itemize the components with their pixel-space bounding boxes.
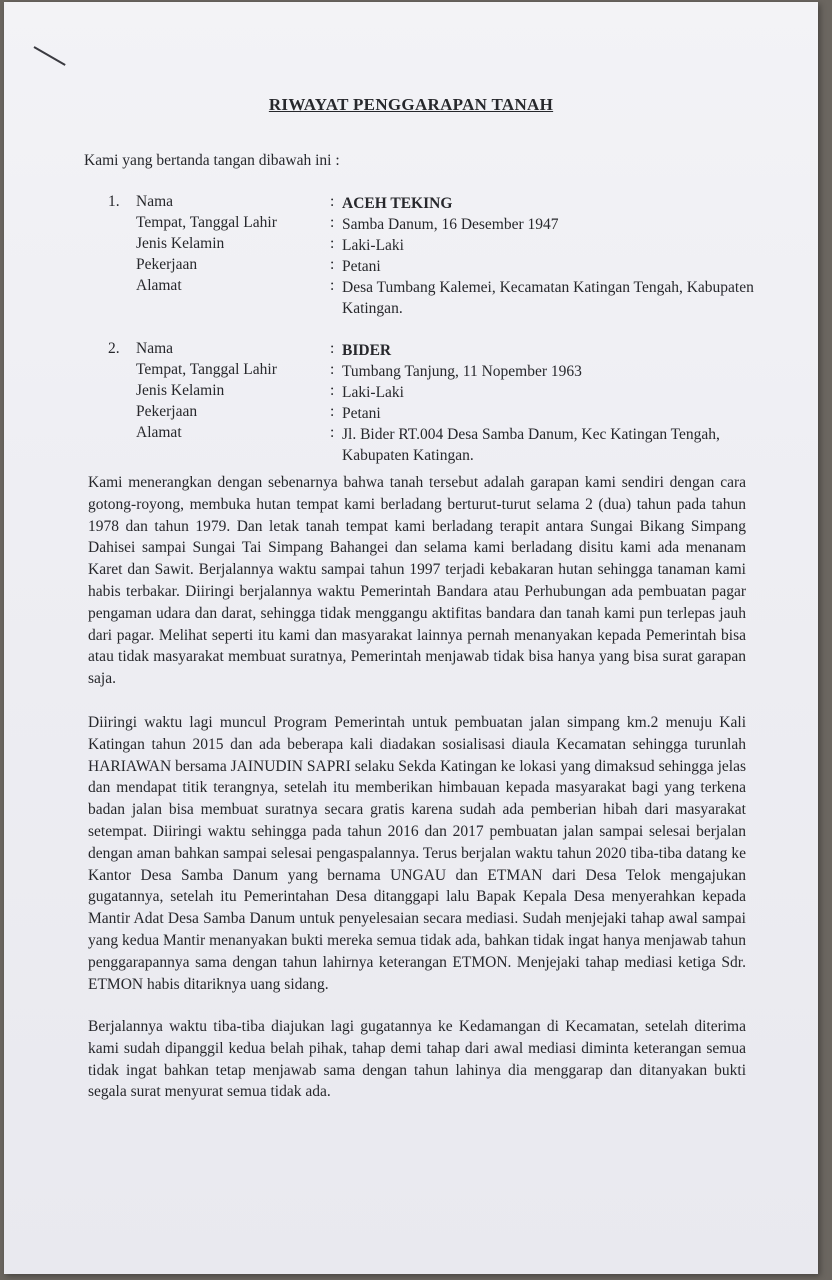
person-2-block <box>108 340 788 466</box>
person-2-job-row <box>108 403 788 424</box>
field-colon: : <box>330 361 335 378</box>
person-2-birth-row <box>108 361 788 382</box>
person-1-name-row <box>108 193 788 214</box>
field-value: Laki-Laki <box>342 237 404 254</box>
paragraph-1: Kami menerangkan dengan sebenarnya bahwa tanah tersebut adalah garapan kami sendiri dengan cara gotong-royong, membuka hutan tempat kami berladang berturut-turut selama 2 (dua) tahun pada tahun 1978 dan tahun 1979. Dan letak tanah tempat kami berladang terapit antara Sungai Bikang Simpang Dahisei sampai Sungai Tai Simpang Bahangei dan selama kami berladang disitu kami ada menanam Karet dan Sawit. Berjalannya waktu sampai tahun 1997 terjadi kebakaran hutan sehingga tanaman kami habis terbakar. Diiringi berjalannya waktu Pemerintah Bandara atau Perhubungan ada pembuatan pagar pengaman udara dan darat, sehingga tidak menggangu aktifitas bandara dan tanah kami pun terlepas jauh dari pagar. Melihat seperti itu kami dan masyarakat lainnya pernah menanyakan kepada Pemerintah bisa atau tidak masyarakat membuat suratnya, Pemerintah menjawab tidak bisa hanya yang bisa surat garapan saja. <box>88 474 746 688</box>
document-page <box>4 2 818 1274</box>
field-value: Jl. Bider RT.004 Desa Samba Danum, Kec Katingan Tengah, Kabupaten Katingan. <box>342 426 720 464</box>
field-value: Petani <box>342 258 381 275</box>
field-colon: : <box>330 193 335 210</box>
field-colon: : <box>330 214 335 231</box>
field-colon: : <box>330 382 335 399</box>
person-number: 1. <box>108 193 120 210</box>
field-label: Alamat <box>136 277 182 294</box>
field-label: Tempat, Tanggal Lahir <box>136 361 277 378</box>
person-2-name-row <box>108 340 788 361</box>
field-value: Tumbang Tanjung, 11 Nopember 1963 <box>342 363 582 380</box>
person-2-gender-row <box>108 382 788 403</box>
field-label: Jenis Kelamin <box>136 235 225 252</box>
field-label: Alamat <box>136 424 182 441</box>
field-colon: : <box>330 235 335 252</box>
field-value: Petani <box>342 405 381 422</box>
field-label: Tempat, Tanggal Lahir <box>136 214 277 231</box>
pen-mark <box>34 46 66 66</box>
field-value: Laki-Laki <box>342 384 404 401</box>
field-colon: : <box>330 403 335 420</box>
paragraph-2: Diiringi waktu lagi muncul Program Pemerintah untuk pembuatan jalan simpang km.2 menuju Kali Katingan tahun 2015 dan ada beberapa kali diadakan sosialisasi diaula Kecamatan sehingga turunlah HARIAWAN bersama JAINUDIN SAPRI selaku Sekda Katingan ke lokasi yang dimaksud sehingga jelas dan mendapat titik terangnya, setelah itu memberikan himbauan kepada masyarakat bagi yang terkena badan jalan bisa membuat suratnya secara gratis karena sudah ada pemberian hibah dari masyarakat setempat. Diiringi waktu sehingga pada tahun 2016 dan 2017 pembuatan jalan sampai selesai berjalan dengan aman bahkan sampai selesai pengaspalannya. Terus berjalan waktu tahun 2020 tiba-tiba datang ke Kantor Desa Samba Danum yang bernama UNGAU dan ETMAN dari Desa Telok mengajukan gugatannya, setelah itu Pemerintahan Desa ditanggapi lalu Bapak Kepala Desa menyerahkan kepada Mantir Adat Desa Samba Danum untuk penyelesaian secara mediasi. Sudah menjejaki tahap awal sampai yang kedua Mantir menanyakan bukti mereka semua tidak ada, bahkan tidak ingat hanya menjawab tahun penggarapannya sama dengan tahun lahirnya keterangan ETMON. Menjejaki tahap mediasi ketiga Sdr. ETMON habis ditariknya uang sidang. <box>88 714 746 993</box>
person-1-gender-row <box>108 235 788 256</box>
field-label: Pekerjaan <box>136 256 198 273</box>
field-value: Samba Danum, 16 Desember 1947 <box>342 216 559 233</box>
person-1-block <box>108 193 788 319</box>
person-2-address-row <box>108 424 788 466</box>
person-1-job-row <box>108 256 788 277</box>
person-2-name: BIDER <box>342 342 392 359</box>
field-colon: : <box>330 256 335 273</box>
field-label: Nama <box>136 340 174 357</box>
field-value: Desa Tumbang Kalemei, Kecamatan Katingan Tengah, Kabupaten Katingan. <box>342 279 754 317</box>
person-1-address-row <box>108 277 788 319</box>
person-1-birth-row <box>108 214 788 235</box>
person-number: 2. <box>108 340 120 357</box>
field-label: Jenis Kelamin <box>136 382 225 399</box>
person-1-name: ACEH TEKING <box>342 195 453 212</box>
field-label: Pekerjaan <box>136 403 198 420</box>
field-colon: : <box>330 277 335 294</box>
field-colon: : <box>330 424 335 441</box>
intro-text: Kami yang bertanda tangan dibawah ini : <box>84 152 340 169</box>
field-label: Nama <box>136 193 174 210</box>
document-title: RIWAYAT PENGGARAPAN TANAH <box>268 95 554 114</box>
field-colon: : <box>330 340 335 357</box>
paragraph-3: Berjalannya waktu tiba-tiba diajukan lagi gugatannya ke Kedamangan di Kecamatan, setelah diterima kami sudah dipanggil kedua belah pihak, tahap demi tahap dari awal mediasi diminta keterangan semua tidak ingat bahkan tetap menjawab sama dengan tahun lahinya dia menggarap dan ditanyakan bukti segala surat menyurat semua tidak ada. <box>88 1018 746 1101</box>
